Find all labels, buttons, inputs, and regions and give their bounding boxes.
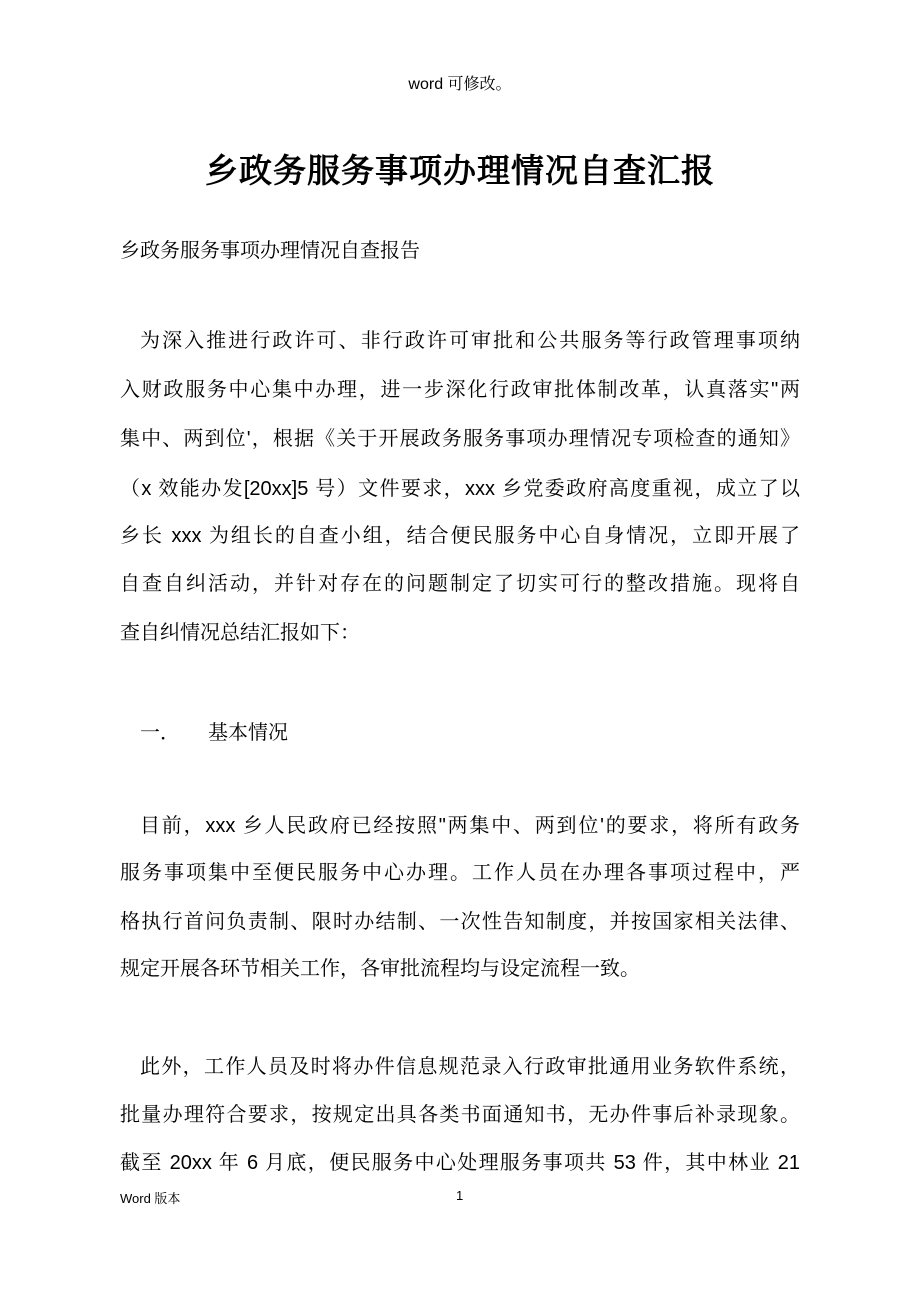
section-number: 一． xyxy=(140,722,180,744)
paragraph-line: 格执行首问负责制、限时办结制、一次性告知制度，并按国家相关法律、 xyxy=(120,911,800,933)
paragraph-line: 批量办理符合要求，按规定出具各类书面通知书，无办件事后补录现象。 xyxy=(120,1104,800,1126)
paragraph-line: 入财政服务中心集中办理，进一步深化行政审批体制改革，认真落实"两 xyxy=(120,379,800,401)
paragraph-line: 截至 20xx 年 6 月底，便民服务中心处理服务事项共 53 件，其中林业 21 xyxy=(120,1152,800,1174)
section-heading xyxy=(140,716,316,745)
document-subtitle: 乡政务服务事项办理情况自查报告 xyxy=(120,240,420,262)
paragraph-line: （x 效能办发[20xx]5 号）文件要求，xxx 乡党委政府高度重视，成立了以 xyxy=(120,478,800,500)
paragraph-line: 规定开展各环节相关工作，各审批流程均与设定流程一致。 xyxy=(120,958,640,980)
paragraph-line: 自查自纠活动，并针对存在的问题制定了切实可行的整改措施。现将自 xyxy=(120,573,800,595)
section-title: 基本情况 xyxy=(208,722,288,744)
document-title: 乡政务服务事项办理情况自查汇报 xyxy=(205,152,715,189)
paragraph-line: 此外，工作人员及时将办件信息规范录入行政审批通用业务软件系统， xyxy=(140,1056,800,1078)
paragraph-line: 乡长 xxx 为组长的自查小组，结合便民服务中心自身情况，立即开展了 xyxy=(120,525,800,547)
page-header: word 可修改。 xyxy=(408,76,512,93)
paragraph-line: 为深入推进行政许可、非行政许可审批和公共服务等行政管理事项纳 xyxy=(140,330,800,352)
page-number: 1 xyxy=(456,1188,464,1203)
paragraph-line: 集中、两到位'，根据《关于开展政务服务事项办理情况专项检查的通知》 xyxy=(120,428,800,450)
paragraph-line: 服务事项集中至便民服务中心办理。工作人员在办理各事项过程中，严 xyxy=(120,862,800,884)
paragraph-line: 目前，xxx 乡人民政府已经按照"两集中、两到位'的要求，将所有政务 xyxy=(140,815,800,837)
paragraph-line: 查自纠情况总结汇报如下： xyxy=(120,622,360,644)
footer-label: Word 版本 xyxy=(120,1191,181,1206)
